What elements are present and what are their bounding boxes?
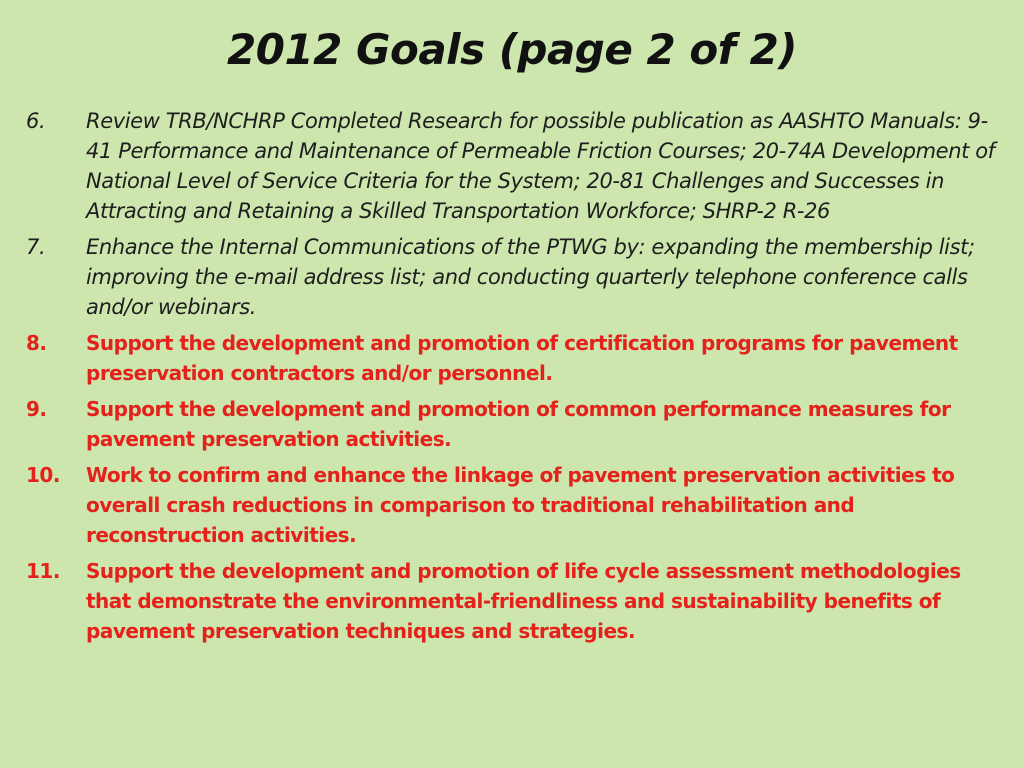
goal-text: Enhance the Internal Communications of the PTWG by: expanding the membership list; improving the e-mail address list; and conducting quarterly telephone conference calls and/or webinars.	[86, 235, 975, 319]
goal-item-7	[26, 232, 1006, 322]
goal-text: Support the development and promotion of certification programs for pavement preservation contractors and/or personnel.	[86, 331, 958, 385]
goal-number: 11.	[26, 559, 60, 583]
goal-number: 8.	[26, 331, 47, 355]
goal-item-8	[26, 328, 1006, 388]
goal-number: 9.	[26, 397, 47, 421]
goal-number: 7.	[26, 235, 46, 259]
goal-item-6	[26, 106, 1006, 226]
goal-number: 6.	[26, 109, 46, 133]
goals-list	[26, 106, 1006, 652]
goal-text: Review TRB/NCHRP Completed Research for possible publication as AASHTO Manuals: 9-41 Performance and Maintenance of Permeable Friction Courses; 20-74A Development of National Level of Service Criteria for the System; 20-81 Challenges and Successes in Attracting and Retaining a Skilled Transportation Workforce; SHRP-2 R-26	[86, 109, 995, 223]
goal-item-10	[26, 460, 1006, 550]
slide-title: 2012 Goals (page 2 of 2)	[227, 25, 797, 74]
goal-text: Support the development and promotion of common performance measures for pavement preservation activities.	[86, 397, 951, 451]
goal-text: Support the development and promotion of life cycle assessment methodologies that demonstrate the environmental-friendliness and sustainability benefits of pavement preservation techniques and strategies.	[86, 559, 961, 643]
goal-number: 10.	[26, 463, 60, 487]
goal-text: Work to confirm and enhance the linkage of pavement preservation activities to overall crash reductions in comparison to traditional rehabilitation and reconstruction activities.	[86, 463, 955, 547]
goal-item-11	[26, 556, 1006, 646]
goal-item-9	[26, 394, 1006, 454]
